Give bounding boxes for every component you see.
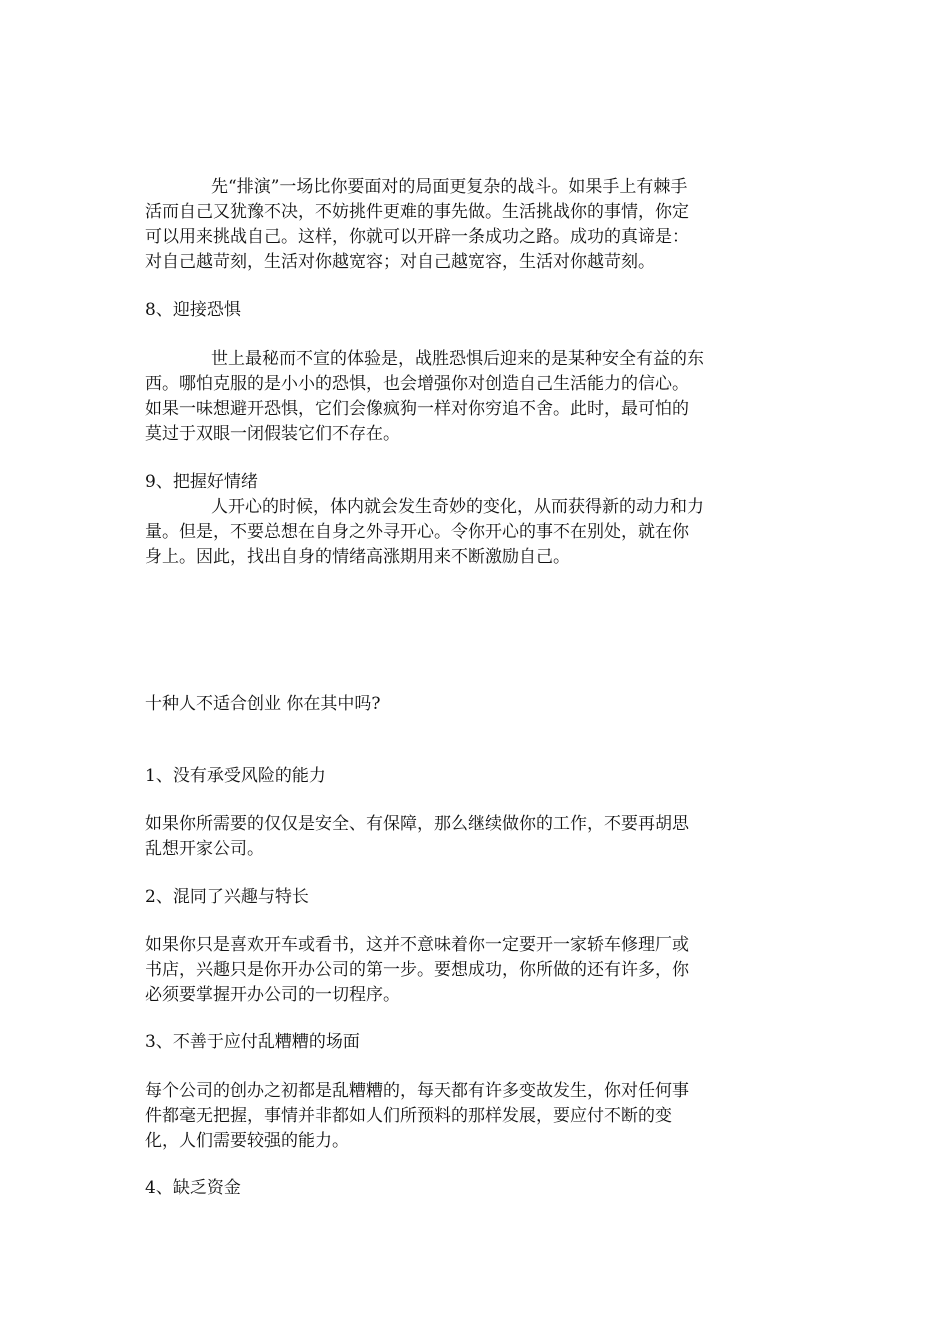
section-heading: 3、不善于应付乱糟糟的场面 [145, 1032, 360, 1052]
paragraph-line: 每个公司的创办之初都是乱糟糟的，每天都有许多变故发生，你对任何事 [145, 1081, 689, 1101]
section-heading: 9、把握好情绪 [145, 472, 258, 492]
section-heading: 8、迎接恐惧 [145, 300, 241, 320]
paragraph-line: 书店，兴趣只是你开办公司的第一步。要想成功，你所做的还有许多，你 [145, 960, 689, 980]
paragraph-line: 量。但是，不要总想在自身之外寻开心。令你开心的事不在别处，就在你 [145, 522, 689, 542]
paragraph-line: 人开心的时候，体内就会发生奇妙的变化，从而获得新的动力和力 [211, 497, 704, 517]
article-title: 十种人不适合创业 你在其中吗? [145, 694, 381, 714]
paragraph-line: 身上。因此，找出自身的情绪高涨期用来不断激励自己。 [145, 547, 570, 567]
paragraph-line: 莫过于双眼一闭假装它们不存在。 [145, 424, 400, 444]
section-heading: 1、没有承受风险的能力 [145, 766, 326, 786]
paragraph-line: 对自己越苛刻，生活对你越宽容；对自己越宽容，生活对你越苛刻。 [145, 252, 655, 272]
paragraph-line: 必须要掌握开办公司的一切程序。 [145, 985, 400, 1005]
paragraph-line: 可以用来挑战自己。这样，你就可以开辟一条成功之路。成功的真谛是： [145, 227, 689, 247]
paragraph-line: 如果一味想避开恐惧，它们会像疯狗一样对你穷追不舍。此时，最可怕的 [145, 399, 689, 419]
paragraph-line: 件都毫无把握，事情并非都如人们所预料的那样发展，要应付不断的变 [145, 1106, 672, 1126]
paragraph-line: 如果你所需要的仅仅是安全、有保障，那么继续做你的工作，不要再胡思 [145, 814, 689, 834]
paragraph-line: 化，人们需要较强的能力。 [145, 1131, 349, 1151]
paragraph-line: 先“排演”一场比你要面对的局面更复杂的战斗。如果手上有棘手 [211, 177, 688, 197]
paragraph-line: 乱想开家公司。 [145, 839, 264, 859]
paragraph-line: 西。哪怕克服的是小小的恐惧，也会增强你对创造自己生活能力的信心。 [145, 374, 689, 394]
paragraph-line: 世上最秘而不宣的体验是，战胜恐惧后迎来的是某种安全有益的东 [211, 349, 704, 369]
paragraph-line: 活而自己又犹豫不决，不妨挑件更难的事先做。生活挑战你的事情，你定 [145, 202, 689, 222]
section-heading: 2、混同了兴趣与特长 [145, 887, 309, 907]
paragraph-line: 如果你只是喜欢开车或看书，这并不意味着你一定要开一家轿车修理厂或 [145, 935, 689, 955]
section-heading: 4、缺乏资金 [145, 1178, 241, 1198]
